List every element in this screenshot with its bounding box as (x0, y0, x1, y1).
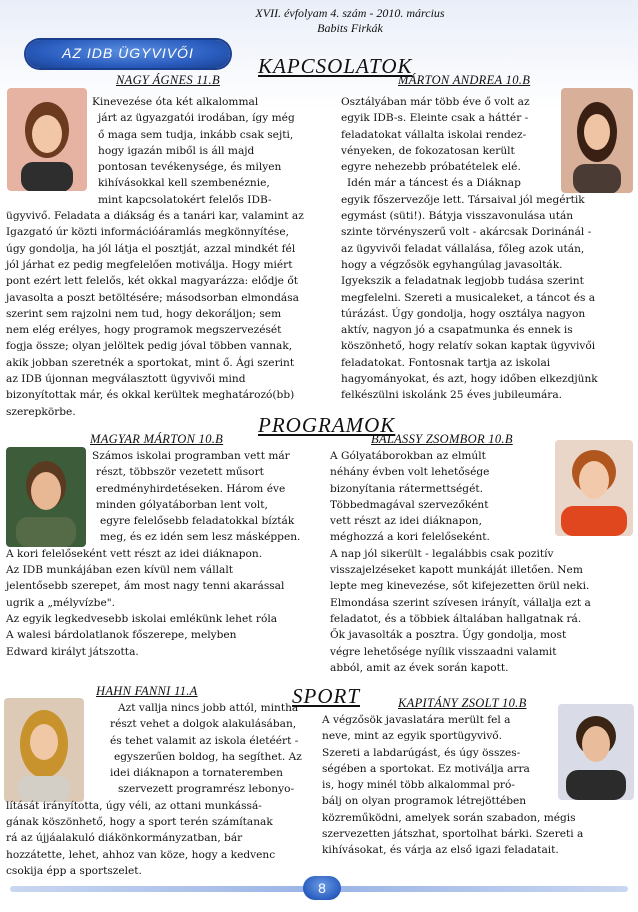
text-line: szerint sem rajzolni nem tud, hogy dekoráljon; sem (6, 307, 282, 320)
text-line: egyik IDB-s. Eleinte csak a háttér - (341, 112, 529, 125)
text-line: egyre felelősebb feladatokkal bízták (100, 515, 295, 528)
article-marton (341, 94, 635, 404)
text-line: egymást (süti!). Bátyja visszavonulása után (341, 210, 574, 223)
page-number: 8 (303, 876, 341, 900)
section-title-programok: PROGRAMOK (258, 413, 396, 437)
text-line: rá az újjáalakuló diákönkormányzatban, bár (6, 832, 243, 845)
text-line: közreműködni, amelyek során szabadon, mégis (322, 811, 576, 824)
text-line: pont ezért lett felelős, két okkal magyarázza: elődje őt (6, 275, 298, 288)
article-balassy (330, 448, 630, 676)
text-line: idei diáknapon a tornateremben (110, 767, 283, 780)
text-line: ő maga sem tudja, inkább csak sejti, (98, 128, 294, 141)
text-line: az ügyvivői feladat vállalása, főleg azok után, (341, 242, 585, 255)
text-line: úgy gondolja, ha jól látja el posztját, azzal mindkét fél (6, 242, 296, 255)
text-line: Az egyik legkedvesebb iskolai emlékünk lehet róla (6, 612, 278, 625)
text-line: egyre nehezebb próbatételek elé. (341, 161, 521, 174)
text-line: A kori felelőseként vett részt az idei diáknapon. (6, 547, 263, 560)
person-name-balassy: BALASSY ZSOMBOR 10.B (371, 432, 513, 446)
text-line: bizonyítottak már, és okkal kerültek meghatározó(bb) (6, 389, 295, 402)
text-line: jól járhat ez pedig megfelelően motiválja. Hogy miért (6, 258, 293, 271)
text-line: feladatot, és a többiek általában hallgatnak rá. (330, 612, 582, 625)
text-line: mint kapcsolatokért felelős IDB- (98, 193, 272, 206)
text-line: kihívásokkal kell szembenéznie, (98, 177, 270, 190)
text-line: kihívásokat, és várja az első igazi feladatait. (322, 844, 559, 857)
article-magyar (6, 448, 326, 660)
person-name-kapitany: KAPITÁNY ZSOLT 10.B (398, 696, 527, 710)
text-line: nem elég erélyes, hogy programok megszervezését (6, 324, 282, 337)
text-line: bizonyítania rátermettségét. (330, 482, 483, 495)
text-line: neve, mint az egyik sportügyvivő. (322, 730, 503, 743)
text-line: eredményhirdetéseken. Három éve (96, 482, 286, 495)
text-line: feladatokat. Fontosnak tartja az iskolai (341, 356, 551, 369)
text-line: egyszerűen boldog, ha segíthet. Az (114, 750, 302, 763)
text-line: felkészülni iskolánk 25 éves jubileumára. (341, 389, 563, 402)
section-title-sport: SPORT (292, 684, 360, 708)
text-line: Ők javasolták a posztra. Úgy gondolja, most (330, 629, 567, 642)
text-line: lítását irányította, úgy véli, az ottani munkássá- (6, 799, 262, 812)
text-line: néhány évben volt lehetősége (330, 466, 490, 479)
text-line: járt az ügyazgatói irodában, így még (98, 112, 295, 125)
text-line: hagyományokat, és azt, hogy időben elkezdjünk (341, 373, 598, 386)
text-line: A nap jól sikerült - legalábbis csak pozitív (330, 547, 554, 560)
text-line: meg, és ez idén sem lesz másképpen. (100, 531, 301, 544)
text-line: Számos iskolai programban vett már (92, 450, 290, 462)
badge-label: AZ IDB ÜGYVIVŐI (62, 45, 194, 61)
text-line: egyik főszervezője lett. Társaival jól megértik (341, 193, 585, 206)
text-line: hozzátette, lehet, ahhoz van köze, hogy a kedvenc (6, 848, 276, 861)
text-line: szervezetten játszhat, sportolhat bárki. Szereti a (322, 828, 584, 841)
person-name-marton: MÁRTON ANDREA 10.B (398, 73, 531, 87)
text-line: csokija épp a sportszelet. (6, 864, 142, 877)
text-line: vényeken, de fokozatosan került (341, 144, 515, 157)
text-line: pontosan tevékenysége, és milyen (98, 161, 282, 174)
text-line: vett részt az idei diáknapon, (330, 515, 482, 528)
text-line: végre lehetősége nyílik visszaadni valamit (330, 645, 557, 658)
person-name-nagy: NAGY ÁGNES 11.B (116, 73, 220, 87)
text-line: megfelelni. Szereti a musicaleket, a táncot és a (341, 291, 596, 304)
text-line: köszönhető, hogy relatív sokan kaptak ügyvivői (341, 340, 596, 353)
text-line: Kinevezése óta két alkalommal (92, 96, 259, 108)
text-line: A Gólyatáborokban az elmúlt (330, 450, 486, 462)
article-kapitany (322, 712, 622, 859)
text-line: A végzősök javaslatára merült fel a (322, 714, 511, 726)
text-line: Igazgató úr közti információáramlás megkönnyítése, (6, 226, 290, 239)
text-line: Azt vallja nincs jobb attól, mintha (118, 702, 299, 714)
text-line: feladatokat vállalta iskolai rendez- (341, 128, 527, 141)
issue-line: XVII. évfolyam 4. szám - 2010. március (255, 6, 445, 20)
text-line: túrázást. Úgy gondolja, hogy osztálya nagyon (341, 307, 586, 320)
text-line: aktív, nagyon jó a csapatmunka és ennek is (341, 324, 573, 337)
section-title-kapcsolatok: KAPCSOLATOK (258, 54, 413, 78)
text-line: szerepkörbe. (6, 405, 76, 418)
text-line: A walesi bárdolatlanok főszerepe, melyben (6, 629, 237, 642)
text-line: fogja össze; olyan jelöltek pedig jóval többen vannak, (6, 340, 293, 353)
text-line: lepte meg kinevezése, sőt kifejezetten örül neki. (330, 580, 590, 593)
text-line: részt vehet a dolgok alakulásában, (110, 718, 297, 731)
text-line: jelentősebb szerepet, ám most nagy tenni akarással (6, 580, 285, 593)
text-line: Idén már a táncest és a Diáknap (347, 177, 521, 190)
text-line: Igyekszik a feladatnak legjobb tudása szerint (341, 275, 584, 288)
text-line: és tehet valamit az iskola életéért - (110, 734, 299, 747)
text-line: abból, amit az évek során kapott. (330, 661, 509, 674)
text-line: Edward királyt játszotta. (6, 645, 139, 658)
text-line: is, hogy minél több alkalommal pró- (322, 779, 515, 792)
text-line: bálj on olyan programok létrejöttében (322, 795, 527, 808)
text-line: Elmondása szerint szívesen irányít, vállalja ezt a (330, 596, 591, 609)
text-line: szervezett programrész lebonyo- (118, 783, 295, 796)
section-badge (26, 40, 230, 68)
text-line: az IDB újonnan megválasztott ügyvivői mind (6, 373, 246, 386)
text-line: Többedmagával szervezőként (330, 498, 489, 511)
text-line: méghozzá a kori felelőseként. (330, 531, 490, 544)
text-line: hogy a végzősök egyhangúlag javasolták. (341, 258, 563, 271)
person-name-hahn: HAHN FANNI 11.A (96, 684, 198, 698)
text-line: hogy igazán miből is áll majd (98, 144, 255, 157)
text-line: ügyvivő. Feladata a diákság és a tanári kar, valamint az (6, 210, 304, 223)
text-line: részt, többször vezetett műsort (96, 466, 264, 479)
article-nagy (6, 94, 332, 420)
text-line: gának köszönhető, hogy a sport terén számítanak (6, 816, 273, 829)
article-hahn (6, 700, 326, 879)
person-name-magyar: MAGYAR MÁRTON 10.B (90, 432, 224, 446)
text-line: Osztályában már több éve ő volt az (341, 96, 530, 108)
text-line: szinte törvényszerű volt - akárcsak Dorinánál - (341, 226, 592, 239)
text-line: Az IDB munkájában ezen kívül nem vállalt (6, 564, 233, 577)
text-line: ségében a sportokat. Ez motiválja arra (322, 762, 530, 775)
text-line: ugrik a „mélyvízbe". (6, 596, 115, 609)
text-line: akik jobban szeretnék a sportokat, mint ő. Ági szerint (6, 356, 295, 369)
text-line: javasolta a poszt betöltésére; másodsorban elmondása (6, 291, 299, 304)
publication-name: Babits Firkák (317, 21, 383, 35)
text-line: Szereti a labdarúgást, és úgy összes- (322, 746, 521, 759)
text-line: visszajelzéseket kapott munkáját illetően. Nem (330, 564, 583, 577)
text-line: minden gólyatáborban lent volt, (96, 498, 268, 511)
